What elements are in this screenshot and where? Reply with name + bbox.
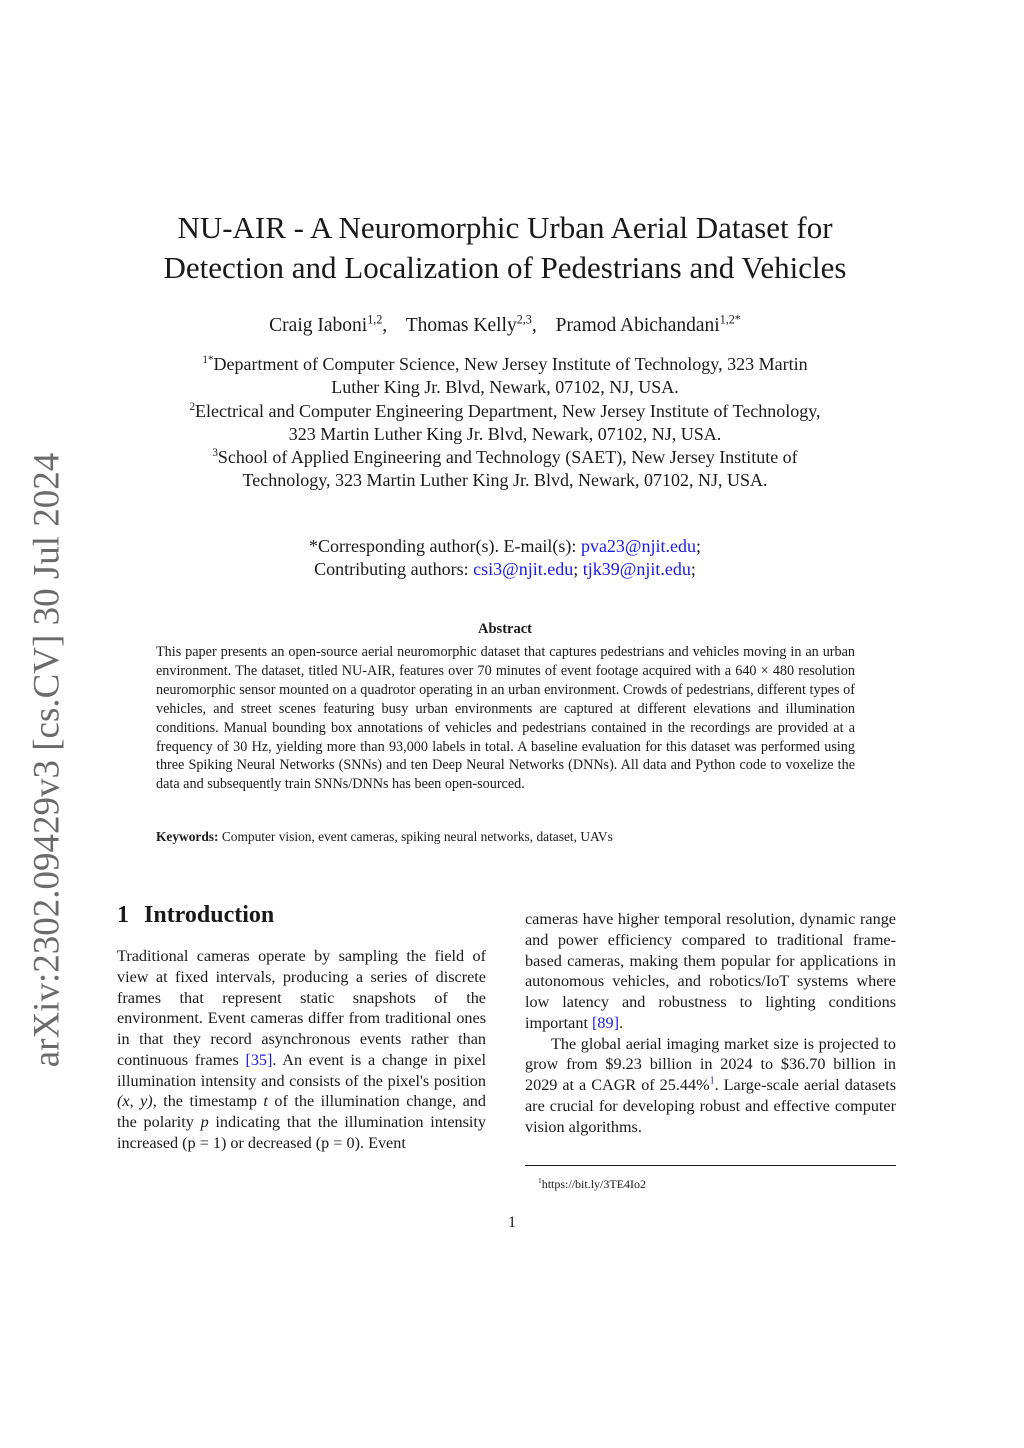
affiliation-2: $^2$Electrical and Computer Engineering Department, New Jersey Institute of Technology, 323 Martin Luther King Jr. Blvd, Newark, 07102, NJ, USA. [189, 400, 821, 444]
corresponding-author-line: *Corresponding author(s). E-mail(s): pva23@njit.edu; [308, 536, 702, 556]
citation-35-link[interactable]: [35] [245, 1050, 273, 1069]
contributing-authors-line: Contributing authors: csi3@njit.edu; tjk39@njit.edu; [314, 559, 696, 579]
footnote-url[interactable]: https://bit.ly/3TE4Io2 [541, 1177, 647, 1191]
footnote-mark: 1 [538, 1176, 542, 1185]
section-number: 1 [117, 902, 129, 928]
citation-89-link[interactable]: [89] [592, 1013, 619, 1032]
author-3-sup: 1,2* [719, 312, 741, 327]
arxiv-watermark [22, 452, 72, 1068]
contributing-email-link-2[interactable]: tjk39@njit.edu [582, 559, 691, 579]
section-heading [117, 902, 274, 929]
title-line-2: Detection and Localization of Pedestrians and Vehicles [163, 250, 847, 285]
intro-paragraph-1: Traditional cameras operate by sampling the field of view at fixed intervals, producing a series of discrete frames that represent static snapshots of the environment. Event cameras differ from traditional ones in that they record asynchronous events rather than continuous frames [35]. An event is a change in pixel illumination intensity and consists of the pixel's position (x, y), the timestamp t of the illumination change, and the polarity p indicating that the illumination intensity increased (p = 1) or decreased (p = 0). Event [117, 947, 486, 1152]
contributing-email-link-1[interactable]: csi3@njit.edu [473, 559, 574, 579]
abstract-heading: Abstract [478, 621, 532, 637]
author-3: Pramod Abichandani$^{1,2*}$ [555, 312, 741, 336]
author-1-sup: 1,2 [367, 312, 383, 327]
intro-paragraph-2: The global aerial imaging market size is projected to grow from $9.23 billion in 2024 to $36.70 billion in 2029 at a CAGR of 25.44%$^1$. Large-scale aerial datasets are crucial for developing robust and effective computer vision algorithms. [525, 1034, 896, 1136]
author-list [120, 312, 890, 337]
footnote-divider [525, 1165, 896, 1166]
intro-paragraph-1-cont: cameras have higher temporal resolution, dynamic range and power efficiency compared to traditional frame-based cameras, making them popular for applications in autonomous vehicles, and robotics/IoT systems where low latency and robustness to lighting conditions important [89]. [525, 910, 896, 1032]
footnote [538, 1177, 646, 1192]
corresponding-email-link[interactable]: pva23@njit.edu [580, 536, 696, 556]
intro-left-column [117, 946, 486, 1154]
author-2: Thomas Kelly$^{2,3}$, [405, 312, 537, 336]
keywords [156, 829, 856, 845]
correspondence [120, 535, 890, 581]
keywords-label: Keywords: [156, 829, 219, 844]
author-1: Craig Iaboni$^{1,2}$, [269, 312, 388, 336]
page-number: 1 [508, 1214, 516, 1231]
arxiv-id: arXiv:2302.09429v3 [cs.CV] 30 Jul 2024 [26, 452, 68, 1068]
author-2-sup: 2,3 [516, 312, 532, 327]
section-title: Introduction [144, 902, 275, 928]
keywords-text: Computer vision, event cameras, spiking neural networks, dataset, UAVs [218, 829, 613, 844]
paper-title [120, 208, 890, 288]
intro-right-column [525, 909, 896, 1137]
footnote-ref-link[interactable]: 1 [709, 1075, 715, 1087]
title-line-1: NU-AIR - A Neuromorphic Urban Aerial Dataset for [177, 210, 833, 245]
affiliation-1: $^{1*}$Department of Computer Science, New Jersey Institute of Technology, 323 Martin Luther King Jr. Blvd, Newark, 07102, NJ, USA. [202, 354, 808, 398]
affiliation-3: $^3$School of Applied Engineering and Technology (SAET), New Jersey Institute of Technology, 323 Martin Luther King Jr. Blvd, Newark, 07102, NJ, USA. [212, 447, 798, 491]
abstract-text: This paper presents an open-source aerial neuromorphic dataset that captures pedestrians and vehicles moving in an urban environment. The dataset, titled NU-AIR, features over 70 minutes of event footage acquired with a 640 × 480 resolution neuromorphic sensor mounted on a quadrotor operating in an urban environment. Crowds of pedestrians, different types of vehicles, and street scenes featuring busy urban environments are captured at different elevations and illumination conditions. Manual bounding box annotations of vehicles and pedestrians contained in the recordings are provided at a frequency of 30 Hz, yielding more than 93,000 labels in total. A baseline evaluation for this dataset was performed using three Spiking Neural Networks (SNNs) and ten Deep Neural Networks (DNNs). All data and Python code to voxelize the data and subsequently train SNNs/DNNs has been open-sourced. [156, 644, 855, 793]
affiliations [120, 353, 890, 493]
